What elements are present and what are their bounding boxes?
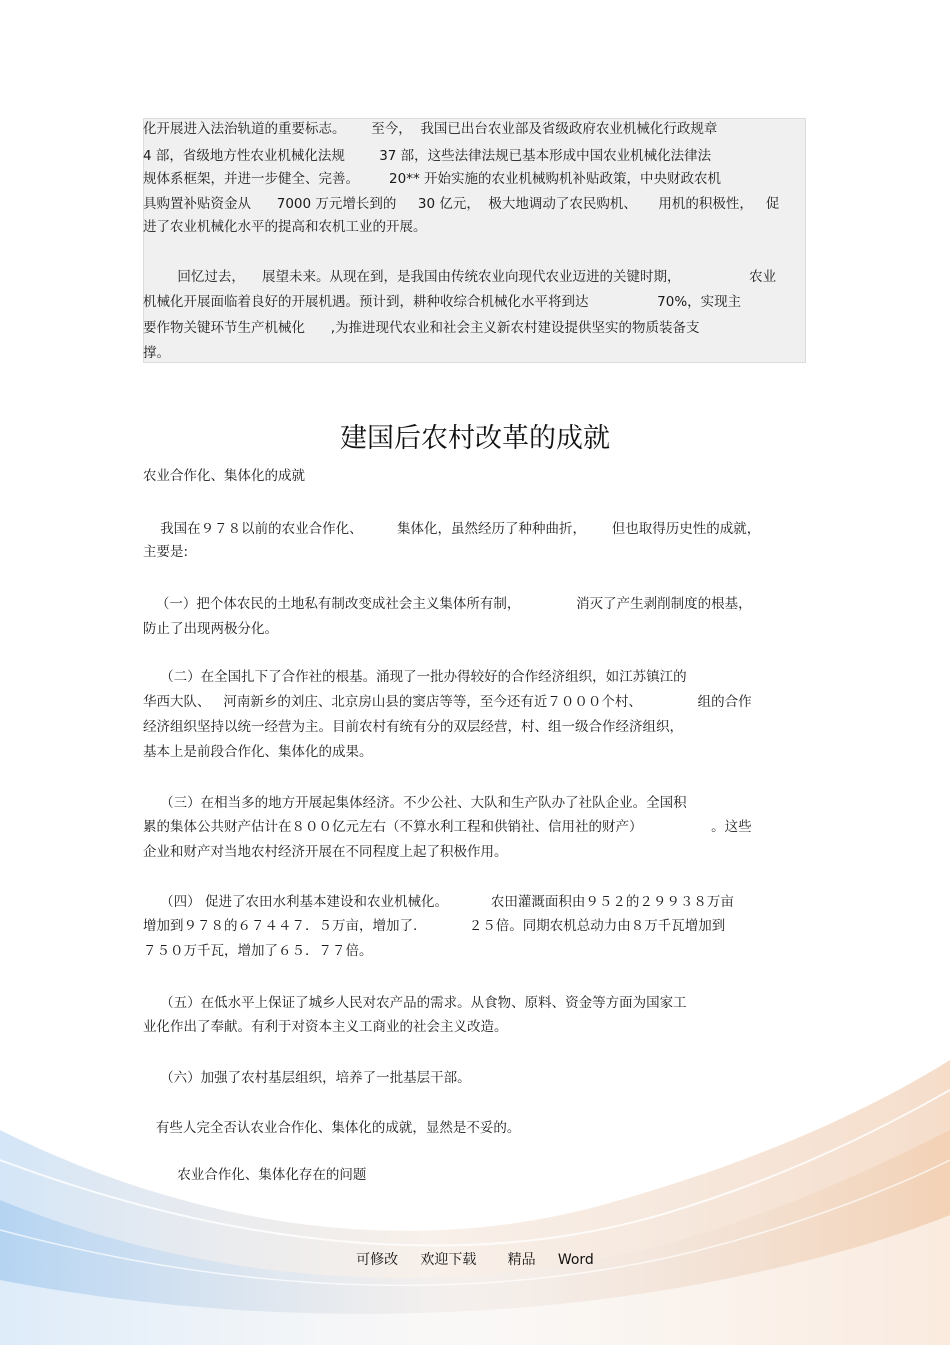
paragraph-line: 我国在９７８以前的农业合作化、 集体化，虽然经历了种种曲折， 但也取得历史性的成就，	[143, 521, 761, 537]
box-line: 化开展进入法治轨道的重要标志。 至今， 我国已出台农业部及省级政府农业机械化行政规章	[143, 121, 718, 137]
page-title: 建国后农村改革的成就	[340, 423, 610, 454]
paragraph-line: 主要是:	[143, 544, 189, 560]
footer-text: 可修改 欢迎下载 精品 Word	[356, 1252, 594, 1268]
paragraph-line: （六）加强了农村基层组织，培养了一批基层干部。	[143, 1070, 471, 1086]
section-heading: 农业合作化、集体化存在的问题	[143, 1167, 367, 1183]
paragraph-line: 业化作出了奉献。有利于对资本主义工商业的社会主义改造。	[143, 1019, 508, 1035]
paragraph-line: （四） 促进了农田水利基本建设和农业机械化。 农田灌溉面积由９５２的２９９３８万亩	[143, 894, 734, 910]
paragraph-line: ７５０万千瓦，增加了６５．７７倍。	[143, 943, 373, 959]
paragraph-line: （二）在全国扎下了合作社的根基。涌现了一批办得较好的合作经济组织，如江苏镇江的	[143, 669, 687, 685]
box-line: 具购置补贴资金从 7000 万元增长到的 30 亿元， 极大地调动了农民购机、 用机的积极性， 促	[143, 196, 780, 212]
paragraph-line: 基本上是前段合作化、集体化的成果。	[143, 744, 373, 760]
box-line: 回忆过去， 展望未来。从现在到，是我国由传统农业向现代农业迈进的关键时期， 农业	[143, 269, 777, 285]
paragraph-line: 累的集体公共财产估计在８００亿元左右（不算水利工程和供销社、信用社的财产） 。这些	[143, 819, 752, 835]
box-line: 机械化开展面临着良好的开展机遇。预计到，耕种收综合机械化水平将到达 70%，实现主	[143, 294, 742, 310]
box-line: 4 部，省级地方性农业机械化法规 37 部，这些法律法规已基本形成中国农业机械化法律法	[143, 148, 712, 164]
box-line: 撑。	[143, 345, 170, 361]
box-line: 要作物关键环节生产机械化 ,为推进现代农业和社会主义新农村建设提供坚实的物质装备支	[143, 320, 700, 336]
paragraph-line: 防止了出现两极分化。	[143, 621, 278, 637]
paragraph-line: 经济组织坚持以统一经营为主。目前农村有统有分的双层经营，村、组一级合作经济组织，	[143, 719, 683, 735]
paragraph-line: （五）在低水平上保证了城乡人民对农产品的需求。从食物、原料、资金等方面为国家工	[143, 995, 687, 1011]
paragraph-line: 有些人完全否认农业合作化、集体化的成就，显然是不妥的。	[143, 1120, 521, 1136]
paragraph-line: （一）把个体农民的土地私有制改变成社会主义集体所有制， 消灭了产生剥削制度的根基，	[143, 596, 752, 612]
section-heading: 农业合作化、集体化的成就	[143, 468, 305, 484]
paragraph-line: 增加到９７８的６７４４７．５万亩，增加了. ２５倍。同期农机总动力由８万千瓦增加到	[143, 918, 726, 934]
paragraph-line: （三）在相当多的地方开展起集体经济。不少公社、大队和生产队办了社队企业。全国积	[143, 795, 687, 811]
paragraph-line: 企业和财产对当地农村经济开展在不同程度上起了积极作用。	[143, 844, 508, 860]
box-line: 进了农业机械化水平的提高和农机工业的开展。	[143, 219, 427, 235]
paragraph-line: 华西大队、 河南新乡的刘庄、北京房山县的窦店等等，至今还有近７０００个村、 组的合作	[143, 694, 752, 710]
box-line: 规体系框架，并进一步健全、完善。 20** 开始实施的农业机械购机补贴政策，中央财政农机	[143, 171, 722, 187]
